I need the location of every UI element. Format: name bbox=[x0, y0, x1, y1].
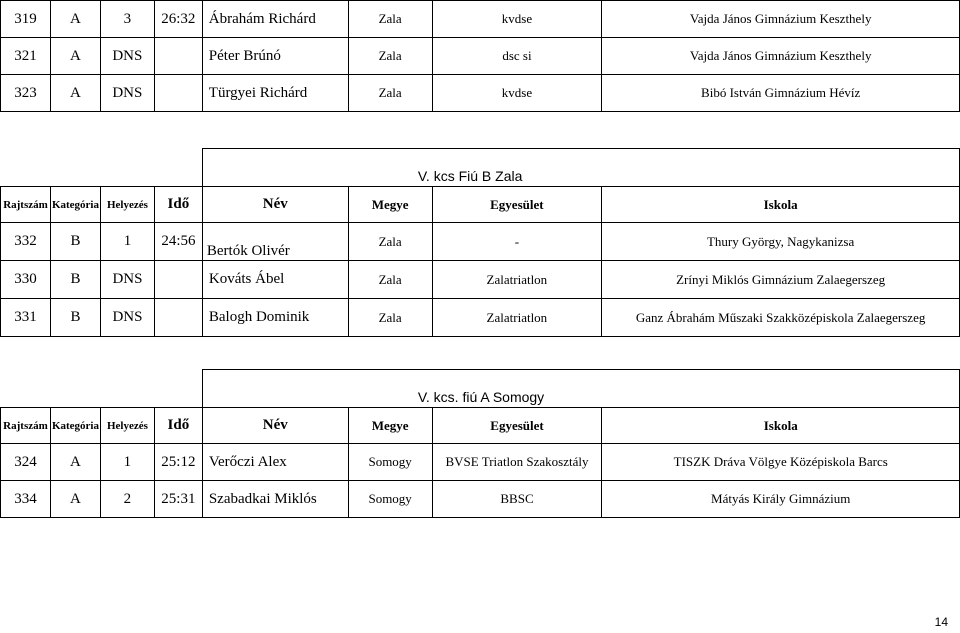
name-cell: Kováts Ábel bbox=[202, 261, 348, 299]
club-cell: dsc si bbox=[432, 38, 602, 75]
bib-cell: 323 bbox=[1, 75, 51, 112]
club-cell: Zalatriatlon bbox=[432, 261, 602, 299]
club-cell: BBSC bbox=[432, 481, 602, 518]
results-table-somogy-a bbox=[0, 369, 960, 518]
table-row bbox=[1, 1, 960, 38]
category-cell: A bbox=[50, 444, 100, 481]
bib-cell: 319 bbox=[1, 1, 51, 38]
section-title: V. kcs Fiú B Zala bbox=[202, 149, 959, 187]
header-county: Megye bbox=[348, 408, 432, 444]
results-table-top bbox=[0, 0, 960, 112]
section-title-row bbox=[1, 149, 960, 187]
time-cell bbox=[154, 299, 202, 337]
place-cell: 2 bbox=[100, 481, 154, 518]
header-category: Kategória bbox=[50, 187, 100, 223]
time-cell bbox=[154, 261, 202, 299]
bib-cell: 324 bbox=[1, 444, 51, 481]
bib-cell: 321 bbox=[1, 38, 51, 75]
school-cell: Vajda János Gimnázium Keszthely bbox=[602, 38, 960, 75]
header-club: Egyesület bbox=[432, 187, 602, 223]
time-cell bbox=[154, 75, 202, 112]
school-cell: Thury György, Nagykanizsa bbox=[602, 223, 960, 261]
header-school: Iskola bbox=[602, 408, 960, 444]
header-row bbox=[1, 187, 960, 223]
county-cell: Zala bbox=[348, 299, 432, 337]
name-cell: Bertók Olivér bbox=[202, 223, 348, 261]
bib-cell: 331 bbox=[1, 299, 51, 337]
county-cell: Zala bbox=[348, 223, 432, 261]
table-row bbox=[1, 75, 960, 112]
results-table-zala-b bbox=[0, 148, 960, 337]
county-cell: Zala bbox=[348, 261, 432, 299]
county-cell: Somogy bbox=[348, 444, 432, 481]
header-name: Név bbox=[202, 408, 348, 444]
header-place: Helyezés bbox=[100, 187, 154, 223]
page-number: 14 bbox=[934, 615, 948, 629]
place-cell: DNS bbox=[100, 261, 154, 299]
time-cell: 24:56 bbox=[154, 223, 202, 261]
section-title-row bbox=[1, 370, 960, 408]
category-cell: B bbox=[50, 261, 100, 299]
school-cell: Mátyás Király Gimnázium bbox=[602, 481, 960, 518]
header-category: Kategória bbox=[50, 408, 100, 444]
place-cell: DNS bbox=[100, 38, 154, 75]
header-county: Megye bbox=[348, 187, 432, 223]
category-cell: A bbox=[50, 38, 100, 75]
name-cell: Balogh Dominik bbox=[202, 299, 348, 337]
county-cell: Zala bbox=[348, 1, 432, 38]
school-cell: Ganz Ábrahám Műszaki Szakközépiskola Zalaegerszeg bbox=[602, 299, 960, 337]
category-cell: A bbox=[50, 481, 100, 518]
header-time: Idő bbox=[154, 187, 202, 223]
name-cell: Türgyei Richárd bbox=[202, 75, 348, 112]
bib-cell: 332 bbox=[1, 223, 51, 261]
place-cell: 3 bbox=[100, 1, 154, 38]
school-cell: Bibó István Gimnázium Hévíz bbox=[602, 75, 960, 112]
club-cell: - bbox=[432, 223, 602, 261]
county-cell: Somogy bbox=[348, 481, 432, 518]
school-cell: Vajda János Gimnázium Keszthely bbox=[602, 1, 960, 38]
category-cell: A bbox=[50, 75, 100, 112]
time-cell: 25:12 bbox=[154, 444, 202, 481]
place-cell: 1 bbox=[100, 223, 154, 261]
header-bib: Rajtszám bbox=[1, 187, 51, 223]
club-cell: BVSE Triatlon Szakosztály bbox=[432, 444, 602, 481]
header-bib: Rajtszám bbox=[1, 408, 51, 444]
school-cell: Zrínyi Miklós Gimnázium Zalaegerszeg bbox=[602, 261, 960, 299]
table-row bbox=[1, 299, 960, 337]
time-cell: 26:32 bbox=[154, 1, 202, 38]
name-cell: Verőczi Alex bbox=[202, 444, 348, 481]
name-cell: Szabadkai Miklós bbox=[202, 481, 348, 518]
school-cell: TISZK Dráva Völgye Középiskola Barcs bbox=[602, 444, 960, 481]
table-row bbox=[1, 481, 960, 518]
time-cell: 25:31 bbox=[154, 481, 202, 518]
club-cell: kvdse bbox=[432, 75, 602, 112]
bib-cell: 334 bbox=[1, 481, 51, 518]
table-row bbox=[1, 223, 960, 261]
header-school: Iskola bbox=[602, 187, 960, 223]
header-place: Helyezés bbox=[100, 408, 154, 444]
header-row bbox=[1, 408, 960, 444]
county-cell: Zala bbox=[348, 38, 432, 75]
place-cell: DNS bbox=[100, 299, 154, 337]
place-cell: 1 bbox=[100, 444, 154, 481]
section-title: V. kcs. fiú A Somogy bbox=[202, 370, 959, 408]
header-name: Név bbox=[202, 187, 348, 223]
table-row bbox=[1, 38, 960, 75]
place-cell: DNS bbox=[100, 75, 154, 112]
name-cell: Péter Brúnó bbox=[202, 38, 348, 75]
county-cell: Zala bbox=[348, 75, 432, 112]
category-cell: B bbox=[50, 299, 100, 337]
time-cell bbox=[154, 38, 202, 75]
category-cell: B bbox=[50, 223, 100, 261]
table-row bbox=[1, 444, 960, 481]
table-row bbox=[1, 261, 960, 299]
header-club: Egyesület bbox=[432, 408, 602, 444]
bib-cell: 330 bbox=[1, 261, 51, 299]
name-cell: Ábrahám Richárd bbox=[202, 1, 348, 38]
header-time: Idő bbox=[154, 408, 202, 444]
category-cell: A bbox=[50, 1, 100, 38]
club-cell: Zalatriatlon bbox=[432, 299, 602, 337]
club-cell: kvdse bbox=[432, 1, 602, 38]
